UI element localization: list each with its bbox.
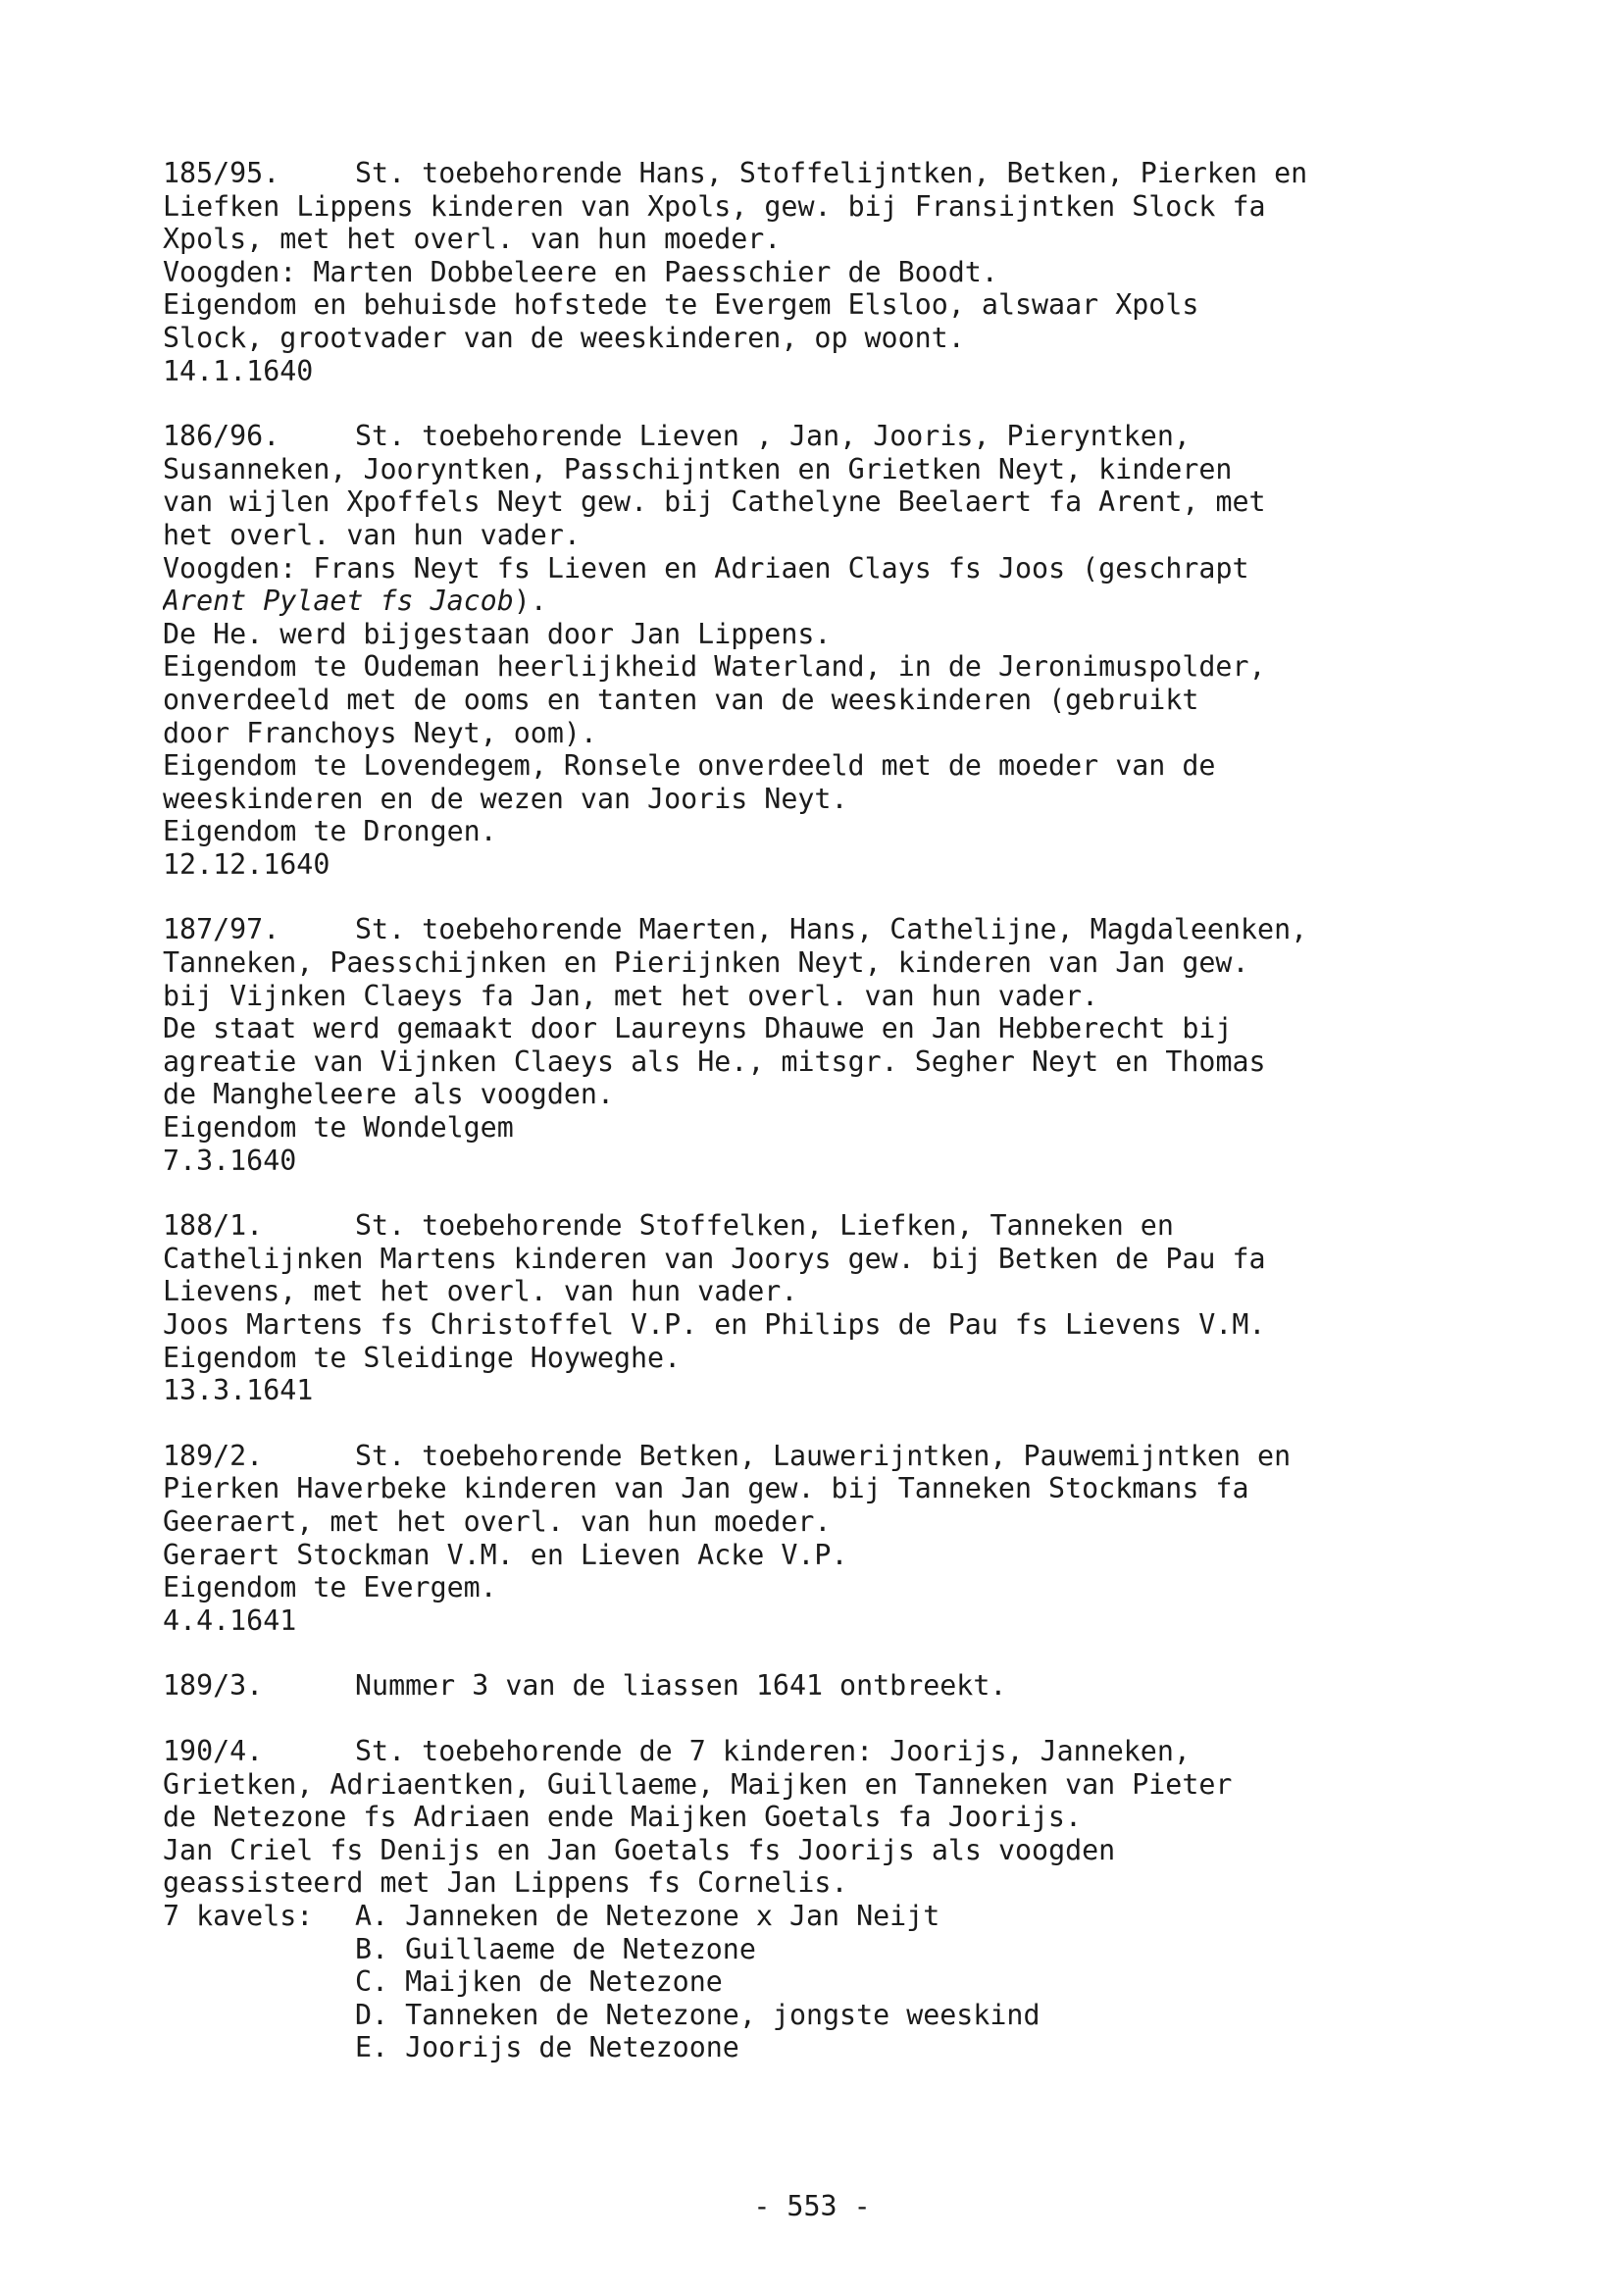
text-line — [163, 783, 1473, 816]
text-line — [163, 848, 1473, 882]
text-line — [163, 1571, 1473, 1604]
line-text: onverdeeld met de ooms en tanten van de weeskinderen (gebruikt — [163, 683, 1199, 716]
line-text: Eigendom en behuisde hofstede te Evergem Elsloo, alswaar Xpols — [163, 288, 1199, 322]
entry-number: 188/1. — [163, 1209, 264, 1243]
text-line — [163, 1045, 1473, 1079]
text-line — [163, 1933, 1473, 1966]
line-text: De staat werd gemaakt door Laureyns Dhauwe en Jan Hebberecht bij — [163, 1012, 1233, 1045]
line-text-tail: ). — [513, 585, 547, 618]
line-text: Grietken, Adriaentken, Guillaeme, Maijken en Tanneken van Pieter — [163, 1767, 1233, 1801]
text-line — [163, 717, 1473, 750]
document-body — [163, 157, 1473, 2097]
line-text: 4.4.1641 — [163, 1604, 297, 1637]
line-text: de Mangheleere als voogden. — [163, 1078, 614, 1111]
line-text: Joos Martens fs Christoffel V.P. en Philips de Pau fs Lievens V.M. — [163, 1308, 1266, 1341]
text-line — [163, 1834, 1473, 1867]
text-line — [163, 256, 1473, 289]
line-text: St. toebehorende Betken, Lauwerijntken, Pauwemijntken en — [355, 1439, 1292, 1472]
text-line — [163, 913, 1473, 946]
line-text: E. Joorijs de Netezoone — [355, 2031, 739, 2064]
line-text: de Netezone fs Adriaen ende Maijken Goetals fa Joorijs. — [163, 1801, 1082, 1834]
text-line — [163, 1209, 1473, 1243]
text-line — [163, 420, 1473, 453]
document-entry — [163, 1669, 1473, 1703]
text-line — [163, 1965, 1473, 1999]
text-line — [163, 485, 1473, 519]
text-line — [163, 519, 1473, 552]
line-text: Eigendom te Evergem. — [163, 1571, 497, 1604]
entry-number: 189/2. — [163, 1439, 264, 1472]
text-line — [163, 453, 1473, 486]
line-text: Liefken Lippens kinderen van Xpols, gew. bij Fransijntken Slock fa — [163, 189, 1266, 223]
text-line — [163, 1078, 1473, 1111]
line-text: St. toebehorende Lieven , Jan, Jooris, Pieryntken, — [355, 420, 1191, 453]
text-line — [163, 1999, 1473, 2032]
line-text: A. Janneken de Netezone x Jan Neijt — [355, 1899, 940, 1932]
line-text: bij Vijnken Claeys fa Jan, met het overl. van hun vader. — [163, 979, 1099, 1012]
document-entry — [163, 1440, 1473, 1638]
line-text: Voogden: Frans Neyt fs Lieven en Adriaen Clays fs Joos (geschrapt — [163, 551, 1249, 585]
entry-number: 185/95. — [163, 157, 280, 189]
line-text: Pierken Haverbeke kinderen van Jan gew. bij Tanneken Stockmans fa — [163, 1472, 1249, 1505]
page-number: - 553 - — [753, 2190, 871, 2222]
line-text: B. Guillaeme de Netezone — [355, 1932, 756, 1965]
line-text: Geraert Stockman V.M. en Lieven Acke V.P. — [163, 1538, 848, 1571]
line-text: Jan Criel fs Denijs en Jan Goetals fs Joorijs als voogden — [163, 1833, 1116, 1866]
text-line — [163, 1505, 1473, 1539]
line-text: agreatie van Vijnken Claeys als He., mitsgr. Segher Neyt en Thomas — [163, 1044, 1266, 1078]
text-line — [163, 288, 1473, 322]
text-line — [163, 1111, 1473, 1145]
text-line — [163, 1539, 1473, 1572]
text-line — [163, 1374, 1473, 1407]
text-line — [163, 190, 1473, 224]
entry-number: 190/4. — [163, 1734, 264, 1767]
document-entry — [163, 420, 1473, 881]
text-line — [163, 1243, 1473, 1276]
document-entry — [163, 913, 1473, 1177]
line-text: Tanneken, Paesschijnken en Pierijnken Neyt, kinderen van Jan gew. — [163, 946, 1249, 980]
text-line — [163, 1342, 1473, 1375]
text-line — [163, 1440, 1473, 1473]
line-text: St. toebehorende Stoffelken, Liefken, Tanneken en — [355, 1209, 1174, 1243]
line-text: Voogden: Marten Dobbeleere en Paesschier de Boodt. — [163, 255, 998, 288]
line-text: van wijlen Xpoffels Neyt gew. bij Cathelyne Beelaert fa Arent, met — [163, 485, 1266, 519]
line-text: Eigendom te Lovendegem, Ronsele onverdeeld met de moeder van de — [163, 749, 1216, 783]
line-text: D. Tanneken de Netezone, jongste weeskind — [355, 1998, 1040, 2031]
text-line — [163, 1900, 1473, 1933]
line-text: 7.3.1640 — [163, 1144, 297, 1177]
entry-number: 189/3. — [163, 1669, 264, 1703]
line-text: Slock, grootvader van de weeskinderen, op woont. — [163, 321, 965, 354]
text-line — [163, 1768, 1473, 1802]
text-line — [163, 1012, 1473, 1045]
line-text: Eigendom te Sleidinge Hoyweghe. — [163, 1341, 682, 1374]
entry-number: 186/96. — [163, 420, 280, 453]
text-line — [163, 585, 1473, 618]
line-text: Geeraert, met het overl. van hun moeder. — [163, 1504, 832, 1538]
text-line — [163, 1308, 1473, 1342]
line-text: Susanneken, Jooryntken, Passchijntken en Grietken Neyt, kinderen — [163, 452, 1233, 485]
entry-number: 7 kavels: — [163, 1899, 314, 1932]
text-line — [163, 1145, 1473, 1178]
italic-text: Arent Pylaet fs Jacob — [163, 585, 514, 618]
line-text: het overl. van hun vader. — [163, 518, 581, 551]
text-line — [163, 980, 1473, 1013]
text-line — [163, 223, 1473, 256]
text-line — [163, 552, 1473, 585]
line-text: Eigendom te Oudeman heerlijkheid Waterland, in de Jeronimuspolder, — [163, 650, 1266, 684]
line-text: De He. werd bijgestaan door Jan Lippens. — [163, 617, 832, 650]
line-text: Cathelijnken Martens kinderen van Joorys gew. bij Betken de Pau fa — [163, 1242, 1266, 1275]
text-line — [163, 1669, 1473, 1703]
line-text: Lievens, met het overl. van hun vader. — [163, 1275, 798, 1308]
line-text: Xpols, met het overl. van hun moeder. — [163, 223, 782, 256]
line-text: door Franchoys Neyt, oom). — [163, 716, 597, 749]
text-line — [163, 322, 1473, 355]
document-entry — [163, 157, 1473, 387]
text-line — [163, 1801, 1473, 1834]
text-line — [163, 684, 1473, 717]
line-text: St. toebehorende de 7 kinderen: Joorijs, Janneken, — [355, 1734, 1191, 1767]
line-text: 13.3.1641 — [163, 1374, 314, 1407]
text-line — [163, 1275, 1473, 1308]
text-line — [163, 157, 1473, 190]
text-line — [163, 1604, 1473, 1638]
line-text: Eigendom te Wondelgem — [163, 1111, 514, 1145]
text-line — [163, 749, 1473, 783]
line-text: geassisteerd met Jan Lippens fs Cornelis. — [163, 1866, 848, 1900]
line-text: St. toebehorende Maerten, Hans, Cathelijne, Magdaleenken, — [355, 913, 1308, 946]
line-text: 14.1.1640 — [163, 354, 314, 387]
document-entry — [163, 1735, 1473, 2064]
text-line — [163, 946, 1473, 980]
text-line — [163, 1866, 1473, 1900]
text-line — [163, 1735, 1473, 1768]
text-line — [163, 355, 1473, 388]
document-entry — [163, 1209, 1473, 1407]
line-text: 12.12.1640 — [163, 847, 330, 881]
text-line — [163, 1472, 1473, 1505]
line-text: weeskinderen en de wezen van Jooris Neyt. — [163, 782, 848, 815]
line-text: St. toebehorende Hans, Stoffelijntken, Betken, Pierken en — [355, 157, 1308, 189]
text-line — [163, 815, 1473, 848]
line-text: Eigendom te Drongen. — [163, 815, 497, 848]
text-line — [163, 618, 1473, 651]
line-text: Nummer 3 van de liassen 1641 ontbreekt. — [355, 1669, 1007, 1703]
entry-number: 187/97. — [163, 913, 280, 946]
line-text: C. Maijken de Netezone — [355, 1965, 723, 1999]
text-line — [163, 650, 1473, 684]
text-line — [163, 2031, 1473, 2064]
